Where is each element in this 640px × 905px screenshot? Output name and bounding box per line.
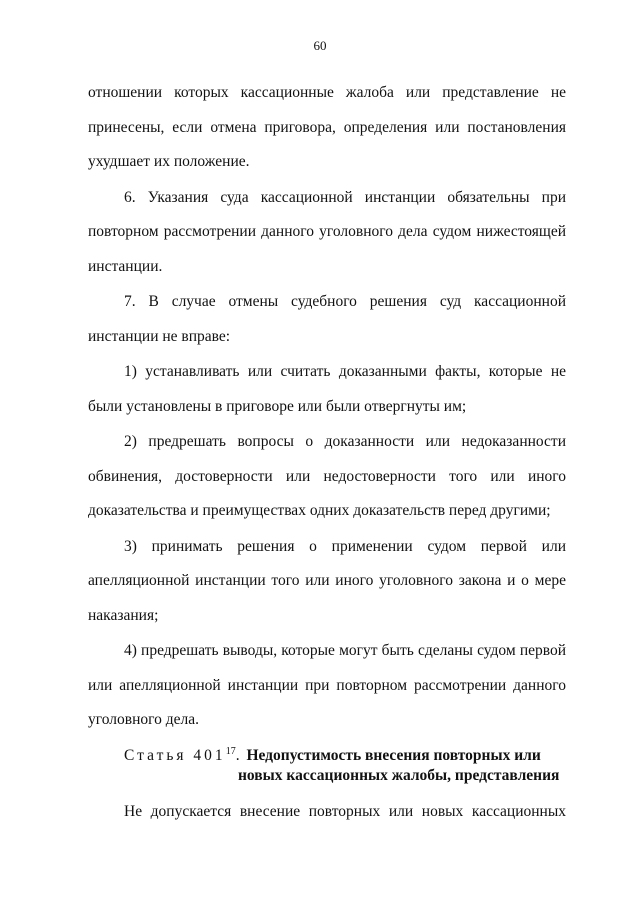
paragraph-item-6: 6. Указания суда кассационной инстанции обязательны при повторном рассмотрении данного уголовного дела судом нижестоящей инстанции.: [88, 188, 566, 275]
paragraph-subitem-1: 1) устанавливать или считать доказанными факты, которые не были установлены в приговоре или были отвергнуты им;: [88, 363, 566, 415]
paragraph-subitem-4: 4) предрешать выводы, которые могут быть сделаны судом первой или апелляционной инстанции при повторном рассмотрении данного уголовного дела.: [88, 642, 566, 728]
article-label-suffix: .: [235, 747, 243, 765]
article-superscript: 17: [225, 746, 236, 757]
body-text: [88, 76, 566, 738]
page-number: 60: [313, 38, 327, 53]
paragraph-item-7: 7. В случае отмены судебного решения суд кассационной инстанции не вправе:: [88, 293, 566, 345]
article-heading: [124, 742, 584, 786]
paragraph-subitem-2: 2) предрешать вопросы о доказанности или недоказанности обвинения, достоверности или недостоверности того или иного доказательства и преимуществах одних доказательств перед другими;: [88, 433, 566, 519]
paragraph-continuation: отношении которых кассационные жалоба или представление не принесены, если отмена приговора, определения или постановления ухудшает их положение.: [88, 84, 566, 170]
paragraph-subitem-3: 3) принимать решения о применении судом первой или апелляционной инстанции того или иного уголовного закона и о мере наказания;: [88, 537, 566, 624]
article-title-line1: Недопустимость внесения повторных или: [246, 747, 541, 765]
article-title-line2: новых кассационных жалобы, представления: [238, 767, 560, 785]
article-label: [124, 747, 243, 764]
article-body-start: Не допускается внесение повторных или новых кассационных: [124, 803, 566, 820]
article-label-text: Статья 401: [124, 747, 226, 765]
